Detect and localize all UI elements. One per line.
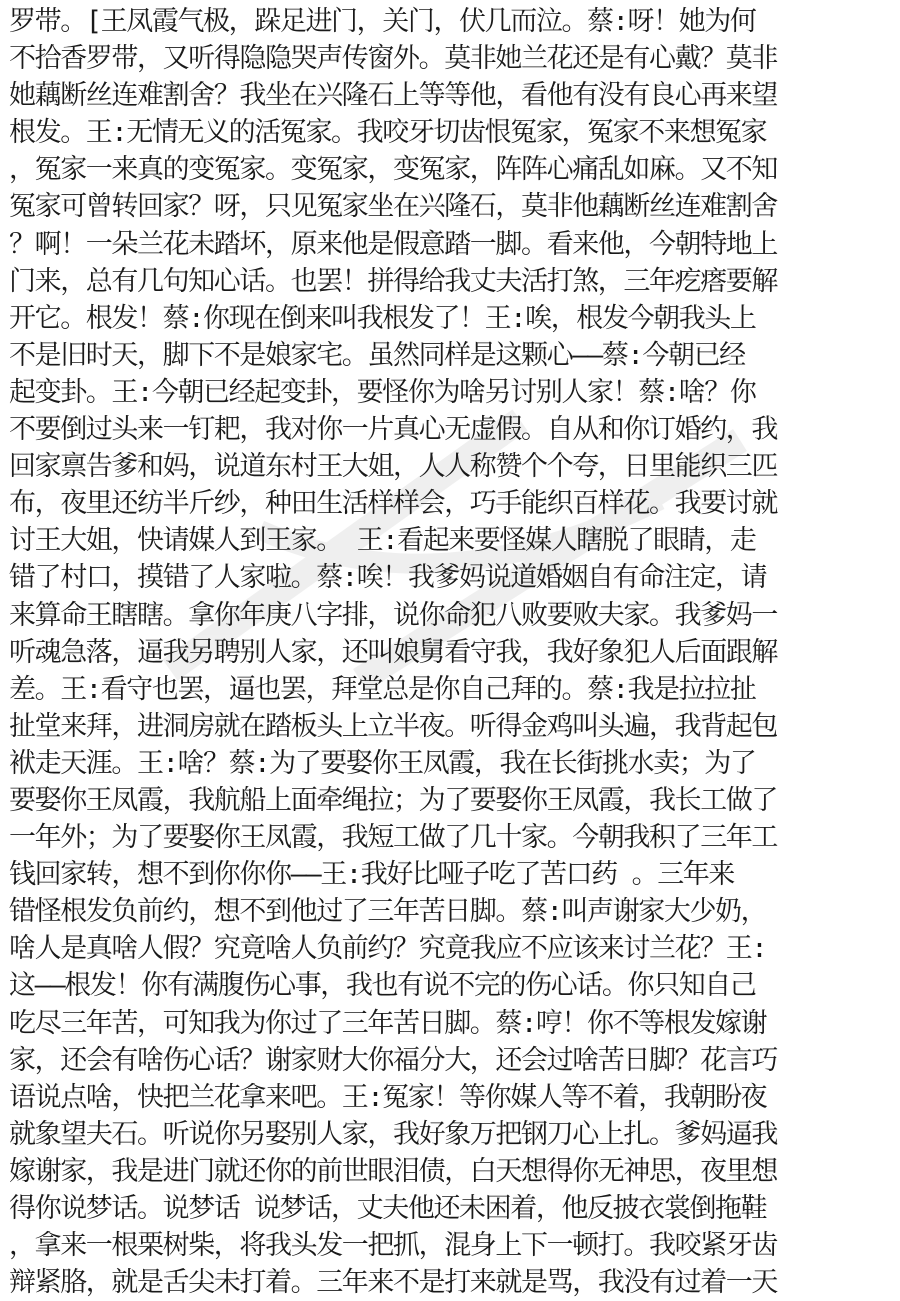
text-line: 家，还会有啥伤心话？谢家财大你福分大，还会过啥苦日脚？花言巧	[9, 1044, 777, 1076]
text-line: ，拿来一根栗树柴，将我头发一把抓，混身上下一顿打。我咬紧牙齿	[9, 1230, 777, 1262]
text-line: 辩紧胳，就是舌尖未打着。三年来不是打来就是骂，我没有过着一天	[9, 1267, 777, 1299]
text-line: 布，夜里还纺半斤纱，种田生活样样会，巧手能织百样花。我要讨就	[9, 488, 777, 520]
text-line: 开它。根发！蔡:你现在倒来叫我根发了！王:唉，根发今朝我头上	[9, 302, 756, 334]
text-line: 钱回家转，想不到你你你——王:我好比哑子吃了苦口药 。三年来	[9, 859, 735, 891]
text-line: 不是旧时天，脚下不是娘家宅。虽然同样是这颗心——蔡:今朝已经	[9, 339, 745, 371]
text-line: 门来，总有几句知心话。也罢！拼得给我丈夫活打煞，三年疙瘩要解	[9, 265, 777, 297]
document-text	[9, 3, 889, 1301]
text-line: 啥人是真啥人假？究竟啥人负前约？究竟我应不应该来讨兰花？王:	[9, 933, 767, 965]
text-line: 讨王大姐，快请媒人到王家。 王:看起来要怪媒人瞎脱了眼睛，走	[9, 525, 756, 557]
text-line: 这——根发！你有满腹伤心事，我也有说不完的伤心话。你只知自己	[9, 970, 756, 1002]
text-line: 就象望夫石。听说你另娶别人家，我好象万把钢刀心上扎。爹妈逼我	[9, 1118, 777, 1150]
text-line: ？啊！一朵兰花未踏坏，原来他是假意踏一脚。看来他，今朝特地上	[9, 228, 777, 260]
text-line: 袱走天涯。王:啥？蔡:为了要娶你王凤霞，我在长街挑水卖；为了	[9, 747, 756, 779]
text-line: 要娶你王凤霞，我航船上面牵绳拉；为了要娶你王凤霞，我长工做了	[9, 784, 777, 816]
text-line: 冤家可曾转回家？呀，只见冤家坐在兴隆石，莫非他藕断丝连难割舍	[9, 191, 777, 223]
text-line: 听魂急落，逼我另聘别人家，还叫娘舅看守我，我好象犯人后面跟解	[9, 636, 777, 668]
text-line: ，冤家一来真的变冤家。变冤家，变冤家，阵阵心痛乱如麻。又不知	[9, 154, 777, 186]
text-line: 来算命王瞎瞎。拿你年庚八字排，说你命犯八败要败夫家。我爹妈一	[9, 599, 777, 631]
text-line: 得你说梦话。说梦话 说梦话，丈夫他还未困着，他反披衣裳倒拖鞋	[9, 1193, 767, 1224]
text-line: 罗带。[王凤霞气极，跺足进门，关门，伏几而泣。蔡:呀！她为何	[9, 6, 756, 37]
text-line: 错了村口，摸错了人家啦。蔡:唉！我爹妈说道婚姻自有命注定，请	[9, 562, 767, 594]
text-line: 差。王:看守也罢，逼也罢，拜堂总是你自己拜的。蔡:我是拉拉扯	[9, 673, 756, 705]
text-line: 语说点啥，快把兰花拿来吧。王:冤家！等你媒人等不着，我朝盼夜	[9, 1081, 767, 1113]
text-line: 不要倒过头来一钉耙，我对你一片真心无虚假。自从和你订婚约，我	[9, 414, 777, 446]
text-line: 扯堂来拜，进洞房就在踏板头上立半夜。听得金鸡叫头遍，我背起包	[9, 710, 777, 742]
text-line: 她藕断丝连难割舍？我坐在兴隆石上等等他，看他有没有良心再来望	[9, 80, 777, 112]
text-line: 起变卦。王:今朝已经起变卦，要怪你为啥另讨别人家！蔡:啥？你	[9, 376, 756, 408]
text-line: 嫁谢家，我是进门就还你的前世眼泪债，白天想得你无神思，夜里想	[9, 1155, 777, 1187]
text-line: 错怪根发负前约，想不到他过了三年苦日脚。蔡:叫声谢家大少奶，	[9, 896, 767, 928]
text-line: 一年外；为了要娶你王凤霞，我短工做了几十家。今朝我积了三年工	[9, 822, 777, 854]
text-line: 吃尽三年苦，可知我为你过了三年苦日脚。蔡:哼！你不等根发嫁谢	[9, 1007, 767, 1039]
text-line: 根发。王:无情无义的活冤家。我咬牙切齿恨冤家，冤家不来想冤家	[9, 117, 767, 149]
text-line: 不拾香罗带，又听得隐隐哭声传窗外。莫非她兰花还是有心戴？莫非	[9, 43, 777, 75]
text-line: 回家禀告爹和妈，说道东村王大姐，人人称赞个个夸，日里能织三匹	[9, 451, 777, 483]
